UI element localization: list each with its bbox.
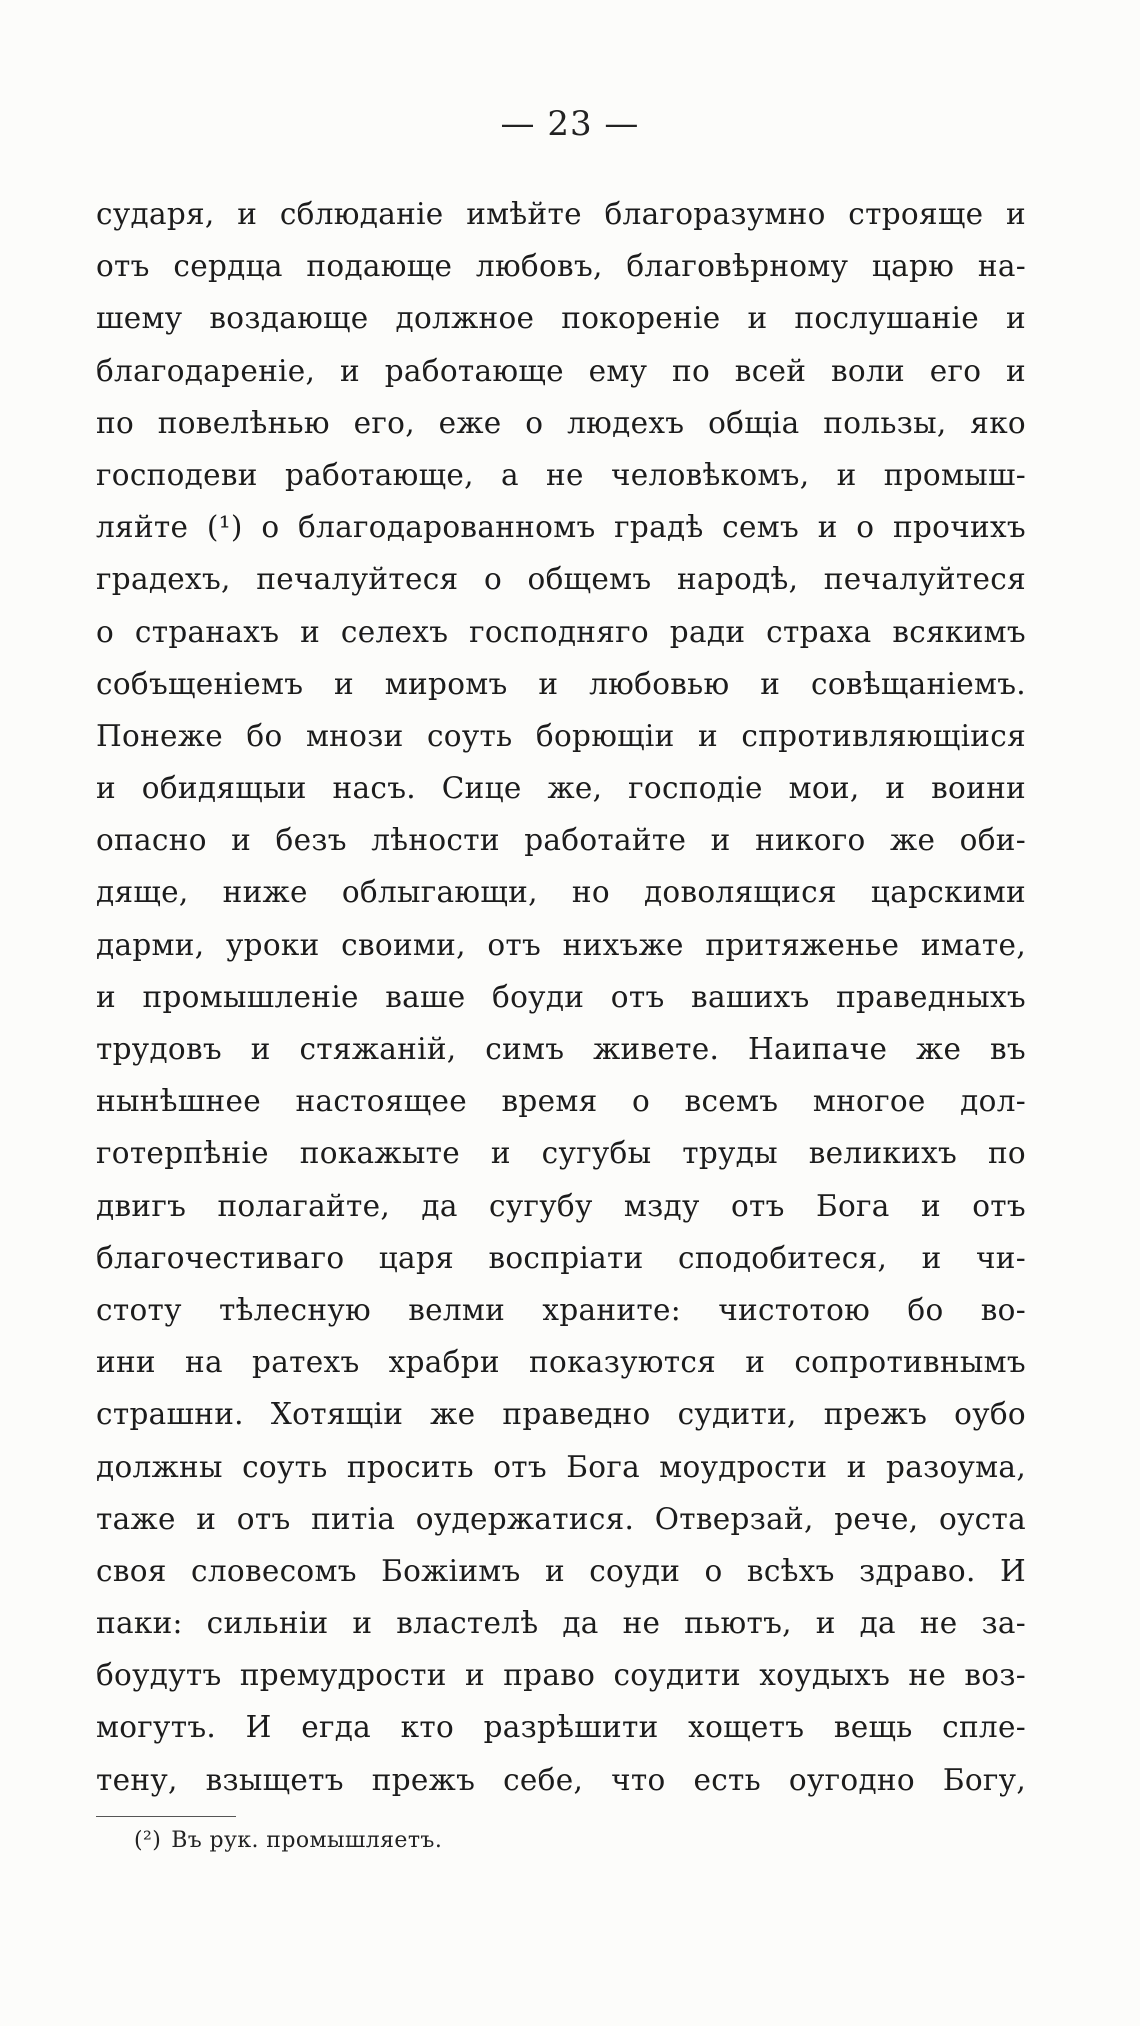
text-line: таже и отъ питіа оудержатися. Отверзай, рече, оуста (96, 1501, 1026, 1536)
text-line: дяще, ниже облыгающи, но доволящися царскими (96, 875, 1026, 910)
text-line: сударя, и сблюданіе имѣйте благоразумно строяще и (96, 197, 1026, 231)
text-line: благодареніе, и работающе ему по всей воли его и (96, 353, 1026, 388)
text-line: должны соуть просить отъ Бога моудрости и разоума, (96, 1449, 1026, 1484)
text-line: градехъ, печалуйтеся о общемъ народѣ, печалуйтеся (96, 562, 1026, 597)
text-line: ини на ратехъ храбри показуются и сопротивнымъ (96, 1345, 1026, 1380)
text-line: нынѣшнее настоящее время о всемъ многое дол- (96, 1084, 1026, 1119)
text-line: могутъ. И егда кто разрѣшити хощетъ вещь сплe- (96, 1710, 1026, 1745)
text-line: Понеже бо мнози соуть борющіи и спротивляющіися (96, 718, 1026, 753)
text-line: ляйте (¹) о благодарованномъ градѣ семъ и о прочихъ (96, 510, 1026, 545)
text-line: и обидящыи насъ. Сице же, господіе мои, и воини (96, 771, 1026, 806)
text-line: благочестиваго царя воспріати сподобитеся, и чи- (96, 1240, 1026, 1275)
footnote (134, 1826, 442, 1856)
text-line: двигъ полагайте, да сугубу мзду отъ Бога и отъ (96, 1188, 1026, 1223)
text-line: страшни. Хотящіи же праведно судити, прежъ оубо (96, 1397, 1026, 1432)
text-line: отъ сердца подающе любовъ, благовѣрному царю на- (96, 249, 1026, 284)
text-line: шему воздающе должное покореніе и послушаніе и (96, 301, 1026, 336)
text-line: боудутъ премудрости и право соудити хоудыхъ не воз- (96, 1658, 1026, 1693)
text-line: своя словесомъ Божіимъ и соуди о всѣхъ здраво. И (96, 1553, 1026, 1588)
text-line: трудовъ и стяжаній, симъ живете. Наипаче же въ (96, 1032, 1026, 1066)
text-line: стоту тѣлесную велми храните: чистотою бо во- (96, 1292, 1026, 1327)
text-line: опасно и безъ лѣности работайте и никого же оби- (96, 823, 1026, 858)
footnote-marker: (²) (134, 1828, 162, 1853)
text-line: и промышленіе ваше боуди отъ вашихъ праведныхъ (96, 979, 1026, 1014)
text-line: готерпѣніе покажыте и сугубы труды великихъ по (96, 1136, 1026, 1171)
footnote-divider (96, 1816, 236, 1817)
text-line: паки: сильніи и властелѣ да не пьютъ, и да не за- (96, 1606, 1026, 1641)
text-line: тену, взыщетъ прежъ себе, что есть оугодно Богу, (96, 1762, 1026, 1797)
text-line: по повелѣнью его, еже о людехъ общіа пользы, яко (96, 405, 1026, 440)
footnote-text: Въ рук. промышляетъ. (171, 1828, 443, 1853)
text-line: дарми, уроки своими, отъ нихъже притяженье имате, (96, 927, 1026, 962)
text-line: собъщеніемъ и миромъ и любовью и совѣщаніемъ. (96, 666, 1026, 701)
body-text (96, 188, 1026, 1806)
text-line: господеви работающе, а не человѣкомъ, и промыш- (96, 457, 1026, 492)
text-line: о странахъ и селехъ господняго ради страха всякимъ (96, 614, 1026, 649)
page-number: — 23 — (500, 104, 640, 144)
